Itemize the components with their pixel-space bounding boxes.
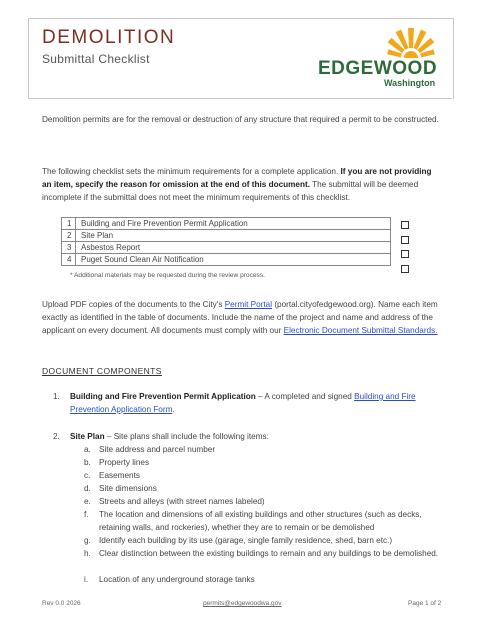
upload-text-1: Upload PDF copies of the documents to the City's: [42, 300, 223, 309]
checkbox-site-plan[interactable]: [401, 236, 409, 244]
item-number: 2.: [53, 432, 60, 441]
upload-text-2: (portal.cityofedgewood.org). Name each item exactly as identified in the table of documents. Include the name of the project and name and address of the applicant on every document. All documents must comply with our: [42, 300, 438, 335]
sub-text: Streets and alleys (with street names labeled): [99, 497, 265, 506]
item-number: 1.: [53, 392, 60, 401]
submittal-standards-link[interactable]: Electronic Document Submittal Standards.: [283, 326, 438, 335]
footer-email-link[interactable]: permits@edgewoodwa.gov: [203, 600, 282, 607]
row-label: Building and Fire Prevention Permit Application: [76, 218, 391, 230]
sub-letter: a.: [84, 445, 91, 454]
requirements-text-1: The following checklist sets the minimum requirements for a complete application.: [42, 167, 339, 176]
sub-letter: e.: [84, 497, 91, 506]
header-divider: [28, 98, 452, 99]
item-text: – Site plans shall include the following items:: [106, 432, 269, 441]
item-end: .: [172, 405, 175, 414]
row-label: Site Plan: [76, 230, 391, 242]
logo-wordmark: EDGEWOOD: [318, 58, 438, 79]
row-label: Asbestos Report: [76, 242, 391, 254]
sub-text: Identify each building by its use (garage, single family residence, shed, barn etc.): [99, 536, 393, 545]
permit-portal-link[interactable]: Permit Portal: [224, 300, 273, 309]
checklist-note: * Additional materials may be requested during the review process.: [70, 272, 265, 279]
table-row: [62, 254, 391, 266]
sub-text: Easements: [99, 471, 140, 480]
sub-letter: g.: [84, 536, 91, 545]
item-body: [70, 390, 430, 416]
footer-page-number: Page 1 of 2: [408, 600, 442, 607]
sub-letter: i.: [84, 575, 89, 584]
sub-letter: d.: [84, 484, 91, 493]
section-heading: DOCUMENT COMPONENTS: [42, 366, 162, 376]
item-text: – A completed and signed: [258, 392, 352, 401]
sub-text: Clear distinction between the existing buildings to remain and any buildings to be demolished.: [99, 549, 439, 558]
sub-letter: f.: [84, 510, 89, 519]
row-number: 2: [62, 230, 76, 242]
requirements-paragraph: [42, 165, 442, 204]
item-title: Building and Fire Prevention Permit Application: [70, 392, 256, 401]
sub-letter: c.: [84, 471, 91, 480]
row-number: 1: [62, 218, 76, 230]
row-number: 4: [62, 254, 76, 266]
checkbox-building-permit[interactable]: [401, 221, 409, 229]
edgewood-logo: [318, 24, 444, 88]
page-subtitle: Submittal Checklist: [42, 52, 150, 66]
intro-paragraph: Demolition permits are for the removal or destruction of any structure that required a permit to be constructed.: [42, 115, 439, 124]
checkbox-column: [401, 221, 409, 279]
table-row: [62, 242, 391, 254]
row-number: 3: [62, 242, 76, 254]
table-row: [62, 230, 391, 242]
sub-text: The location and dimensions of all existing buildings and other structures (such as decks, retaining walls, and rockeries), whether they are to remain or be demolished: [99, 510, 422, 532]
sub-text: Site dimensions: [99, 484, 157, 493]
requirements-bold: If you are not providing an item, specify the reason for omission at the end of this document.: [42, 167, 432, 189]
sub-letter: h.: [84, 549, 91, 558]
upload-paragraph: [42, 298, 442, 337]
logo-subtitle: Washington: [384, 78, 436, 88]
row-label: Puget Sound Clean Air Notification: [76, 254, 391, 266]
requirements-text-2: The submittal will be deemed incomplete if the submittal does not meet the minimum requirements of this checklist.: [42, 180, 419, 202]
page-title: DEMOLITION: [42, 27, 176, 48]
sub-text: Location of any underground storage tanks: [99, 575, 255, 584]
sub-text: Property lines: [99, 458, 150, 467]
sub-letter: b.: [84, 458, 91, 467]
checkbox-clean-air-notification[interactable]: [401, 265, 409, 273]
table-row: [62, 218, 391, 230]
checkbox-asbestos-report[interactable]: [401, 250, 409, 258]
item-body: [70, 430, 430, 443]
application-form-link[interactable]: Building and Fire Prevention Application Form: [70, 392, 416, 414]
list-item: [53, 430, 433, 443]
footer-revision: Rev 0.0 2026: [42, 600, 81, 607]
list-item: [53, 390, 433, 416]
sub-text: Site address and parcel number: [99, 445, 216, 454]
checklist-table: [61, 217, 391, 266]
item-title: Site Plan: [70, 432, 105, 441]
